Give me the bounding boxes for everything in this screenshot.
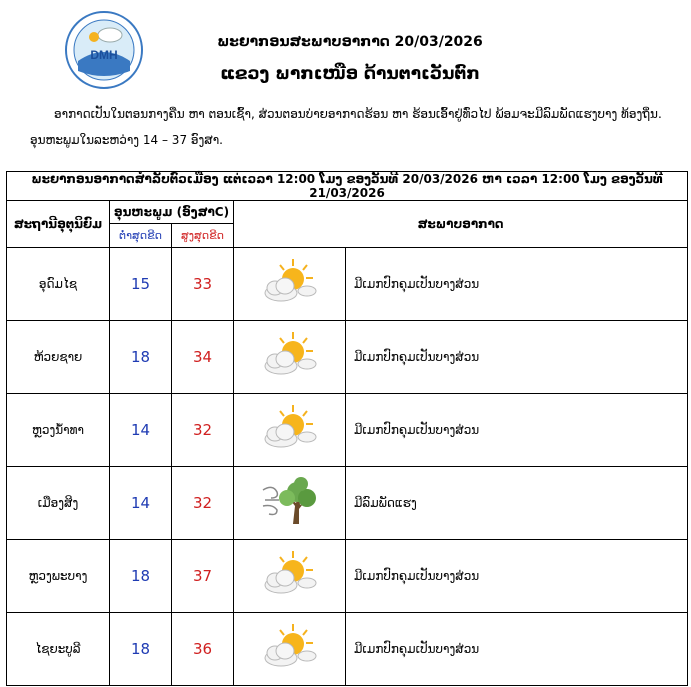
weather-description: ມີເມກປົກຄຸມເປັນບາງສ່ວນ	[346, 321, 688, 394]
forecast-table	[6, 171, 688, 686]
table-row	[7, 540, 688, 613]
max-temp-header: ສູງສຸດຂີດ	[172, 224, 234, 248]
weather-header: ສະພາບອາກາດ	[234, 201, 688, 248]
min-temp: 18	[110, 613, 172, 686]
forecast-title: ພະຍາກອນສະພາບອາກາດ 20/03/2026	[217, 34, 483, 50]
max-temp: 32	[172, 467, 234, 540]
min-temp-header: ຕໍ່າສຸດຂີດ	[110, 224, 172, 248]
forecast-summary: ອາກາດເປັນໃນຕອນກາງຄືນ ຫາ ຕອນເຊົ້າ, ສ່ວນຕອນບ່າຍອາກາດຮ້ອນ ຫາ ຮ້ອນເອົ້າຢູ່ທົ່ວໄປ ພ້ອມຈະມີລົມພັດແຮງບາງ ທ້ອງຖິ່ນ. ອຸນຫະພູມໃນລະຫວ່າງ 14 – 37 ອົງສາ.	[30, 107, 662, 147]
max-temp: 33	[172, 248, 234, 321]
dmh-logo	[56, 9, 152, 91]
station-name: ຫຼວງນໍ້າທາ	[7, 394, 110, 467]
min-temp: 15	[110, 248, 172, 321]
partly-cloudy-icon	[259, 292, 321, 311]
weather-description: ມີເມກປົກຄຸມເປັນບາງສ່ວນ	[346, 248, 688, 321]
region-title: ແຂວງ ພາກເໜືອ ດ້ານຕາເວັນຕົກ	[220, 64, 480, 84]
partly-cloudy-icon	[259, 657, 321, 676]
max-temp: 37	[172, 540, 234, 613]
partly-cloudy-icon	[259, 365, 321, 384]
partly-cloudy-icon	[259, 438, 321, 457]
windy-tree-icon	[259, 511, 321, 530]
weather-description: ມີເມກປົກຄຸມເປັນບາງສ່ວນ	[346, 394, 688, 467]
forecast-period: ພະຍາກອນອາກາດສໍາລັບຕົວເມືອງ ແຕ່ເວລາ 12:00 ໂມງ ຂອງວັນທີ 20/03/2026 ຫາ ເວລາ 12:00 ໂມງ ຂອງວັນທີ 21/03/2026	[7, 172, 688, 201]
table-row	[7, 394, 688, 467]
station-header: ສະຖານີອຸຕຸນິຍົມ	[7, 201, 110, 248]
table-row	[7, 321, 688, 394]
max-temp: 34	[172, 321, 234, 394]
min-temp: 18	[110, 540, 172, 613]
weather-description: ມີເມກປົກຄຸມເປັນບາງສ່ວນ	[346, 540, 688, 613]
table-row	[7, 613, 688, 686]
table-row	[7, 467, 688, 540]
station-name: ຫ້ວຍຊາຍ	[7, 321, 110, 394]
min-temp: 18	[110, 321, 172, 394]
temperature-header: ອຸນຫະພູມ (ອົງສາC)	[110, 201, 234, 224]
max-temp: 36	[172, 613, 234, 686]
partly-cloudy-icon	[259, 584, 321, 603]
logo-text: DMH	[90, 48, 118, 62]
station-name: ເມືອງສິງ	[7, 467, 110, 540]
min-temp: 14	[110, 467, 172, 540]
min-temp: 14	[110, 394, 172, 467]
max-temp: 32	[172, 394, 234, 467]
table-row	[7, 248, 688, 321]
station-name: ຫຼວງພະບາງ	[7, 540, 110, 613]
weather-description: ມີເມກປົກຄຸມເປັນບາງສ່ວນ	[346, 613, 688, 686]
station-name: ໄຊຍະບູລີ	[7, 613, 110, 686]
weather-description: ມີລົມພັດແຮງ	[346, 467, 688, 540]
station-name: ອຸດົມໄຊ	[7, 248, 110, 321]
